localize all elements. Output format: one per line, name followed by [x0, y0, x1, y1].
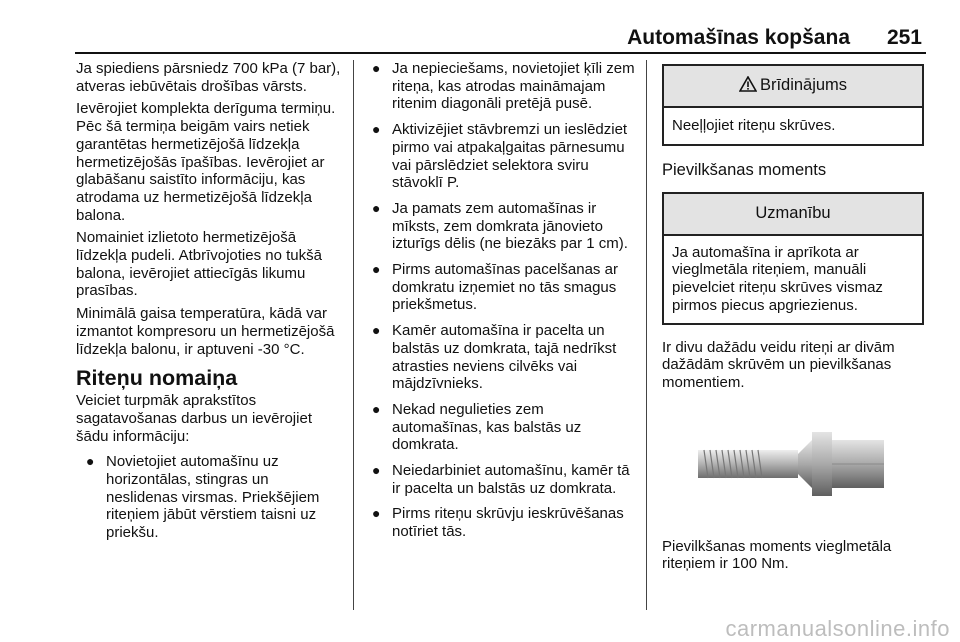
bullet-icon: ● — [372, 60, 381, 76]
column-divider-1 — [353, 60, 354, 610]
warning-triangle-icon — [739, 76, 757, 96]
page-number: 251 — [886, 26, 922, 49]
list-item: ● Pirms riteņu skrūvju ieskrūvēšanas notīriet tās. — [372, 505, 624, 541]
wheel-bolt-illustration — [662, 398, 924, 526]
caution-header — [664, 194, 922, 236]
column-2 — [366, 60, 636, 549]
paragraph: Nomainiet izlietoto hermetizējošā līdzekļa pudeli. Atbrīvojoties no tukšā balona, ievērojiet attiecīgās likumu prasības. — [76, 229, 322, 300]
bullet-icon: ● — [372, 261, 381, 278]
list-item: ● Neiedarbiniet automašīnu, kamēr tā ir pacelta un balstās uz domkrata. — [372, 462, 630, 497]
paragraph: Pievilkšanas moments vieglmetāla riteņiem ir 100 Nm. — [662, 537, 892, 573]
bullet-icon: ● — [372, 462, 381, 479]
bullet-list — [76, 453, 344, 542]
watermark: carmanualsonline.info — [725, 616, 950, 641]
bullet-icon: ● — [372, 322, 381, 339]
column-1 — [76, 60, 344, 550]
paragraph: Minimālā gaisa temperatūra, kādā var izmantot kompresoru un hermetizējošā līdzekļa balonu, ir aptuveni -30 °C. — [76, 305, 335, 358]
warning-header — [664, 66, 922, 108]
caution-text: Ja automašīna ir aprīkota ar vieglmetāla riteņiem, manuāli pievelciet riteņu skrūves vismaz pirmos piecus apgriezienus. — [672, 243, 883, 314]
warning-title: Brīdinājums — [759, 76, 848, 95]
list-item: ● Novietojiet automašīnu uz horizontālas, stingras un neslidenas virsmas. Priekšējiem riteņiem jābūt vērstiem taisni uz priekšu. — [86, 453, 320, 542]
list-item: ● Nekad negulieties zem automašīnas, kas balstās uz domkrata. — [372, 400, 582, 454]
list-item: ● Ja pamats zem automašīnas ir mīksts, zem domkrata jānovieto izturīgs dēlis (ne biezāks par 1 cm). — [372, 199, 628, 253]
bullet-icon: ● — [372, 121, 381, 138]
page-header — [0, 0, 960, 56]
list-item: ● Pirms automašīnas pacelšanas ar domkratu izņemiet no tās smagus priekšmetus. — [372, 261, 618, 314]
bullet-icon: ● — [372, 505, 381, 522]
caution-title: Uzmanību — [755, 203, 831, 222]
list-item: ● Aktivizējiet stāvbremzi un ieslēdziet pirmo vai atpakaļgaitas pārnesumu vai pārslēdziet selektora sviru stāvoklī P. — [372, 121, 628, 192]
bullet-icon: ● — [372, 400, 381, 417]
header-divider — [75, 52, 926, 54]
warning-text: Neeļļojiet riteņu skrūves. — [672, 117, 836, 134]
section-heading: Pievilkšanas moments — [662, 160, 827, 179]
section-heading: Riteņu nomaiņa — [76, 366, 238, 391]
caution-box — [662, 192, 924, 325]
column-divider-2 — [646, 60, 647, 610]
page-title: Automašīnas kopšana — [627, 26, 850, 49]
intro-paragraph: Veiciet turpmāk aprakstītos sagatavošanas darbus un ievērojiet šādu informāciju: — [76, 392, 312, 445]
column-3 — [662, 64, 924, 578]
paragraph: Ievērojiet komplekta derīguma termiņu. Pēc šā termiņa beigām vairs netiek garantētas hermetizējošā līdzekļa hermetizējošās īpašības. Ievērojiet ar glabāšanu saistīto informāciju, kas atrodama uz hermetizējošā līdzekļa balona. — [76, 100, 336, 224]
warning-box — [662, 64, 924, 146]
bullet-icon: ● — [372, 199, 381, 216]
list-item: ● Kamēr automašīna ir pacelta un balstās uz domkrata, tajā nedrīkst atrasties neviens cilvēks vai mājdzīvnieks. — [372, 322, 617, 393]
bullet-icon: ● — [86, 453, 95, 470]
paragraph: Ir divu dažādu veidu riteņi ar divām dažādām skrūvēm un pievilkšanas momentiem. — [662, 338, 895, 391]
bullet-list — [366, 60, 636, 541]
paragraph: Ja spiediens pārsniedz 700 kPa (7 bar), atveras iebūvētais drošības vārsts. — [76, 60, 341, 95]
list-item: ● Ja nepieciešams, novietojiet ķīli zem riteņa, kas atrodas maināmajam ritenim diagonāli pretējā pusē. — [372, 60, 635, 113]
